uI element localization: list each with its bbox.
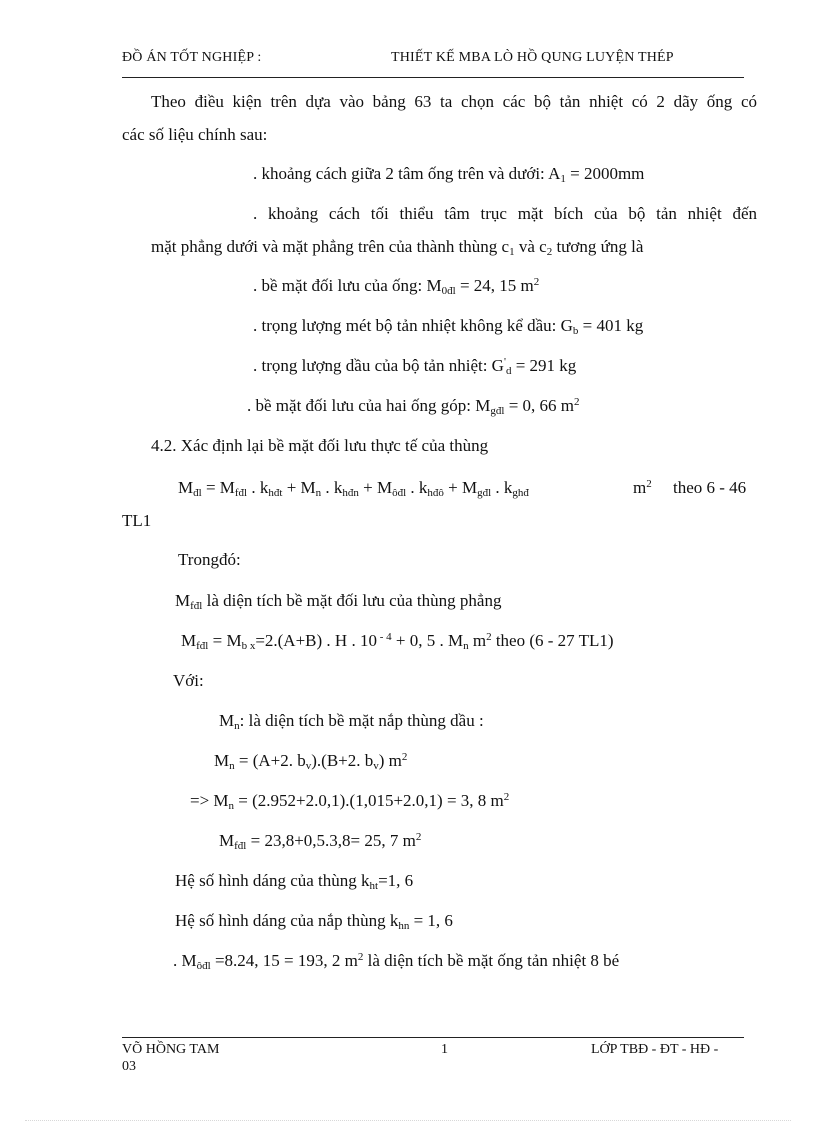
text-fragment: = 291 kg <box>511 356 577 375</box>
text-fragment: tương ứng là <box>552 237 644 256</box>
intro-line-2: các số liệu chính sau: <box>122 125 268 144</box>
lid-shape-coefficient <box>175 911 453 931</box>
item-tube-surface <box>253 276 539 296</box>
text-fragment: = M <box>208 631 242 650</box>
subscript: fđl <box>234 840 247 852</box>
superscript: 2 <box>401 751 408 763</box>
superscript: - 4 <box>376 631 392 643</box>
text-fragment: mặt phẳng dưới và mặt phẳng trên của thành thùng c <box>151 237 510 256</box>
superscript: 2 <box>574 396 580 408</box>
text-fragment: = 0, 66 m <box>504 396 575 415</box>
formula-flat-surface-value <box>219 831 421 851</box>
subscript: hđô <box>427 487 444 499</box>
text-fragment: = (2.952+2.0,1).(1,015+2.0,1) = 3, 8 m <box>234 791 504 810</box>
subscript: fđl <box>196 640 209 652</box>
header-rule <box>122 77 744 78</box>
subscript: 0đl <box>441 285 456 297</box>
superscript: 2 <box>357 951 364 963</box>
footer-rule <box>122 1037 744 1038</box>
subscript: b x <box>241 640 256 652</box>
subscript: hđn <box>342 487 359 499</box>
text-fragment: =1, 6 <box>378 871 414 890</box>
text-fragment: và c <box>514 237 547 256</box>
subscript: fđl <box>234 487 248 499</box>
subscript: n <box>229 760 235 772</box>
subscript: gđl <box>477 487 492 499</box>
page-number: 1 <box>441 1042 448 1057</box>
text-fragment: => M <box>190 791 229 810</box>
text-fragment: . bề mặt đối lưu của ống: M <box>253 276 442 295</box>
item-distance-centers <box>253 164 644 184</box>
section-title: 4.2. Xác định lại bề mặt đối lưu thực tế của thùng <box>151 436 489 455</box>
header-left: ĐỒ ÁN TỐT NGHIỆP : <box>122 50 262 65</box>
trongdo-label: Trongđó: <box>178 550 241 569</box>
text-fragment: ) m <box>378 751 402 770</box>
subscript: hđt <box>268 487 283 499</box>
text-fragment: . k <box>321 478 343 497</box>
text-fragment: + M <box>282 478 316 497</box>
formula-total-ref: theo 6 - 46 <box>673 478 747 497</box>
text-fragment: M <box>214 751 230 770</box>
subscript: v <box>305 760 312 772</box>
text-fragment: = 2000mm <box>565 164 645 183</box>
subscript: fđl <box>190 600 203 612</box>
subscript: 1 <box>560 173 566 185</box>
text-fragment: M <box>181 631 197 650</box>
item-radiator-weight <box>253 316 643 336</box>
subscript: n <box>315 487 322 499</box>
text-fragment: = 23,8+0,5.3,8= 25, 7 m <box>246 831 416 850</box>
superscript: 2 <box>503 791 510 803</box>
item-header-pipes-surface <box>247 396 580 416</box>
radiator-tube-surface <box>173 951 619 971</box>
text-fragment: + M <box>443 478 478 497</box>
superscript: 2 <box>646 478 652 490</box>
subscript: b <box>572 325 579 337</box>
subscript: ôđl <box>196 960 211 972</box>
mn-description <box>219 711 484 731</box>
text-fragment: M <box>178 478 194 497</box>
text-fragment: m <box>468 631 487 650</box>
text-fragment: là diện tích bề mặt đối lưu của thùng phẳng <box>202 591 502 610</box>
text-fragment: + 0, 5 . M <box>391 631 464 650</box>
mfdl-description <box>175 591 501 611</box>
text-fragment: = (A+2. b <box>234 751 306 770</box>
page-bottom-dotted-line <box>25 1120 791 1121</box>
subscript: ht <box>369 880 379 892</box>
voi-label: Với: <box>173 671 204 690</box>
footer-class: LỚP TBĐ - ĐT - HĐ - <box>591 1042 719 1057</box>
item-min-distance-line-1: . khoảng cách tối thiểu tâm trục mặt bích của bộ tản nhiệt đến <box>253 204 757 223</box>
header-right: THIẾT KẾ MBA LÒ HỒ QUNG LUYỆN THÉP <box>391 50 674 65</box>
text-fragment: Hệ số hình dáng của thùng k <box>175 871 370 890</box>
subscript: hn <box>398 920 410 932</box>
text-fragment: Hệ số hình dáng của nắp thùng k <box>175 911 399 930</box>
text-fragment: . M <box>173 951 197 970</box>
superscript: 2 <box>533 276 540 288</box>
formula-total-unit <box>633 478 652 498</box>
subscript: n <box>234 720 240 732</box>
text-fragment: = M <box>201 478 235 497</box>
subscript: 2 <box>546 246 553 258</box>
text-fragment: : là diện tích bề mặt nắp thùng dầu : <box>239 711 484 730</box>
subscript: đl <box>193 487 202 499</box>
text-fragment: = 24, 15 m <box>455 276 534 295</box>
item-oil-weight <box>253 356 576 376</box>
subscript: n <box>228 800 235 812</box>
formula-total-surface <box>178 478 529 498</box>
text-fragment: theo (6 - 27 TL1) <box>491 631 614 650</box>
superscript: ' <box>503 356 506 368</box>
formula-total-ref-cont: TL1 <box>122 511 152 530</box>
text-fragment: . k <box>491 478 513 497</box>
text-fragment: là diện tích bề mặt ống tản nhiệt 8 bé <box>363 951 620 970</box>
subscript: gđl <box>490 405 505 417</box>
subscript: 1 <box>509 246 515 258</box>
footer-author: VÕ HỒNG TAM <box>122 1042 220 1057</box>
text-fragment: . k <box>247 478 269 497</box>
text-fragment: . trọng lượng dầu của bộ tản nhiệt: G <box>253 356 504 375</box>
text-fragment: + M <box>358 478 393 497</box>
text-fragment: ).(B+2. b <box>311 751 374 770</box>
text-fragment: . k <box>406 478 428 497</box>
subscript: ghđ <box>512 487 529 499</box>
text-fragment: . trọng lượng mét bộ tản nhiệt không kể dầu: G <box>253 316 573 335</box>
text-fragment: M <box>219 711 235 730</box>
formula-lid-area-value <box>190 791 509 811</box>
superscript: 2 <box>415 831 422 843</box>
subscript: ôđl <box>392 487 407 499</box>
superscript: 2 <box>486 631 492 643</box>
text-fragment: m <box>633 478 647 497</box>
subscript: v <box>373 760 379 772</box>
subscript: n <box>463 640 469 652</box>
intro-line-1: Theo điều kiện trên dựa vào bảng 63 ta chọn các bộ tản nhiệt có 2 dãy ống có <box>151 92 757 111</box>
text-fragment: =8.24, 15 = 193, 2 m <box>210 951 358 970</box>
text-fragment: . bề mặt đối lưu của hai ống góp: M <box>247 396 491 415</box>
subscript: d <box>505 365 512 377</box>
text-fragment: M <box>219 831 235 850</box>
text-fragment: =2.(A+B) . H . 10 <box>255 631 377 650</box>
formula-flat-surface <box>181 631 614 651</box>
text-fragment: = 1, 6 <box>409 911 453 930</box>
footer-author-cont: 03 <box>122 1059 136 1074</box>
text-fragment: = 401 kg <box>578 316 644 335</box>
text-fragment: . khoảng cách giữa 2 tâm ống trên và dưới: A <box>253 164 561 183</box>
item-min-distance-line-2 <box>151 237 643 257</box>
text-fragment: M <box>175 591 191 610</box>
formula-lid-area <box>214 751 407 771</box>
tank-shape-coefficient <box>175 871 413 891</box>
